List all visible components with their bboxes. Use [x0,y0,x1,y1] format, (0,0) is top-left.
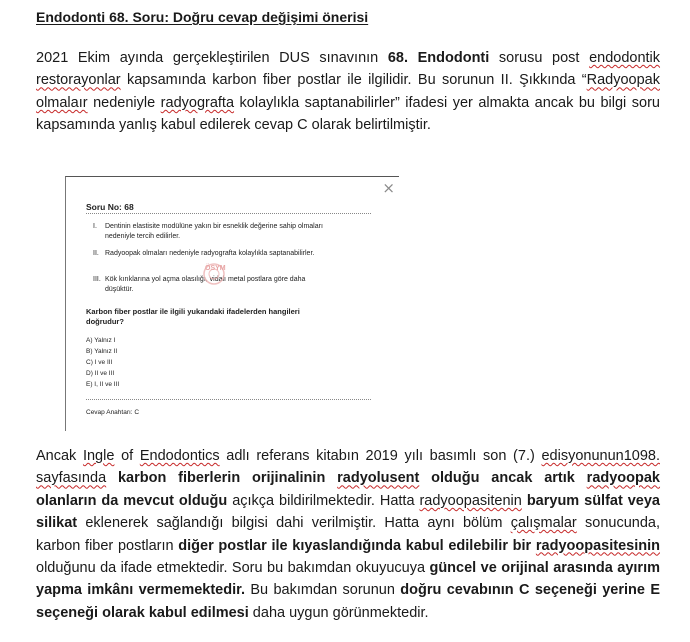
spellcheck-word: radyoopak [586,470,661,487]
statement-2 [93,249,333,259]
text-run: açıkça bildirilmektedir. Hatta [227,492,420,509]
bold-run: 68. Endodonti [387,50,490,66]
text-run: of [114,448,140,464]
spellcheck-word: Endodontics [139,448,220,464]
text-run: olduğunu da ifade etmektedir. Soru bu bakımdan okuyucuya [36,560,430,577]
statement-text: Dentinin elastisite modülüne yakın bir esneklik değerine sahip olmaları nedeniyle tercih edilirler. [105,223,323,240]
statement-text: Radyoopak olmaları nedeniyle radyografta kolaylıkla saptanabilirler. [105,250,315,257]
text-run: Bu bakımdan sorunun [245,582,401,599]
text-run: adlı referans kitabın 2019 yılı basımlı son (7.) [219,448,542,464]
text-run: nedeniyle [87,94,161,111]
option-a: A) Yalnız I [86,337,116,344]
bold-run: doğru cevabının C seçeneği yerine E seçeneği olarak kabul edilmesi [36,582,661,621]
bold-run: olanların da mevcut olduğu [36,492,228,509]
spellcheck-word: Radyoopak olmalaır [36,72,660,111]
spellcheck-word: radyoopasitenin [419,492,522,509]
bold-run: baryum sülfat veya silikat [36,492,660,532]
text-run: sorusu post [489,50,590,66]
text-run [106,470,118,486]
spellcheck-word: endodontik restorayonlar [36,50,661,89]
question-number: Soru No: 68 [86,202,134,212]
question-screenshot [65,176,399,431]
spellcheck-word: radyolusent [337,470,420,487]
statement-number: I. [93,223,97,230]
paragraph-argument [36,445,660,624]
text-run: kapsamında karbon fiber postlar ile ilgilidir. Bu sorunun II. Şıkkında “ [120,72,587,89]
spellcheck-word: edisyonunun1098. sayfasında [36,448,660,487]
paragraph-intro [36,47,660,137]
text-run: kolaylıkla saptanabilirler” ifadesi yer almakta ancak bu bilgi soru kapsamında yanlış kabul edilerek cevap C olarak belirtilmiştir. [36,94,660,134]
document-title: Endodonti 68. Soru: Doğru cevap değişimi önerisi [36,9,369,25]
statement-number: II. [93,250,99,257]
spellcheck-word: radyografta [160,94,235,111]
spellcheck-word: Ingle [82,448,115,464]
statement-number: III. [93,276,101,283]
option-b: B) Yalnız II [86,348,118,355]
spellcheck-word: radyoopasitesinin [535,537,660,554]
close-icon: × [382,179,395,197]
question-stem: Karbon fiber postlar ile ilgili yukarıdaki ifadelerden hangileri doğrudur? [86,307,300,326]
text-run: sonucunda, karbon fiber postların [36,515,660,554]
divider [86,213,371,214]
divider [86,399,371,400]
answer-key: Cevap Anahtarı: C [86,409,140,416]
bold-run: güncel ve orijinal arasında ayırım yapma imkânı vermemektedir. [36,560,660,599]
option-d: D) II ve III [86,370,115,377]
watermark-text: ÖSYM [205,265,226,272]
text-run: 2021 Ekim ayında gerçekleştirilen DUS sınavının [36,50,388,66]
statement-1 [93,222,333,241]
statement-text: Kök kırıklarına yol açma olasılığı, vidalı metal postlara göre daha düşüktür. [105,276,306,293]
spellcheck-word: çalışmalar [510,515,577,532]
bold-run: karbon fiberlerin orijinalinin [117,470,338,487]
text-run: Ancak [36,448,83,464]
option-c: C) I ve III [86,359,113,366]
bold-run: diğer postlar ile kıyaslandığında kabul edilebilir bir [178,537,536,554]
text-run: eklenerek sağlandığı bilgisi dahi verilmiştir. Hatta aynı bölüm [77,515,511,532]
option-e: E) I, II ve III [86,381,120,388]
bold-run: olduğu ancak artık [419,470,587,487]
text-run: daha uygun görünmektedir. [248,604,429,621]
